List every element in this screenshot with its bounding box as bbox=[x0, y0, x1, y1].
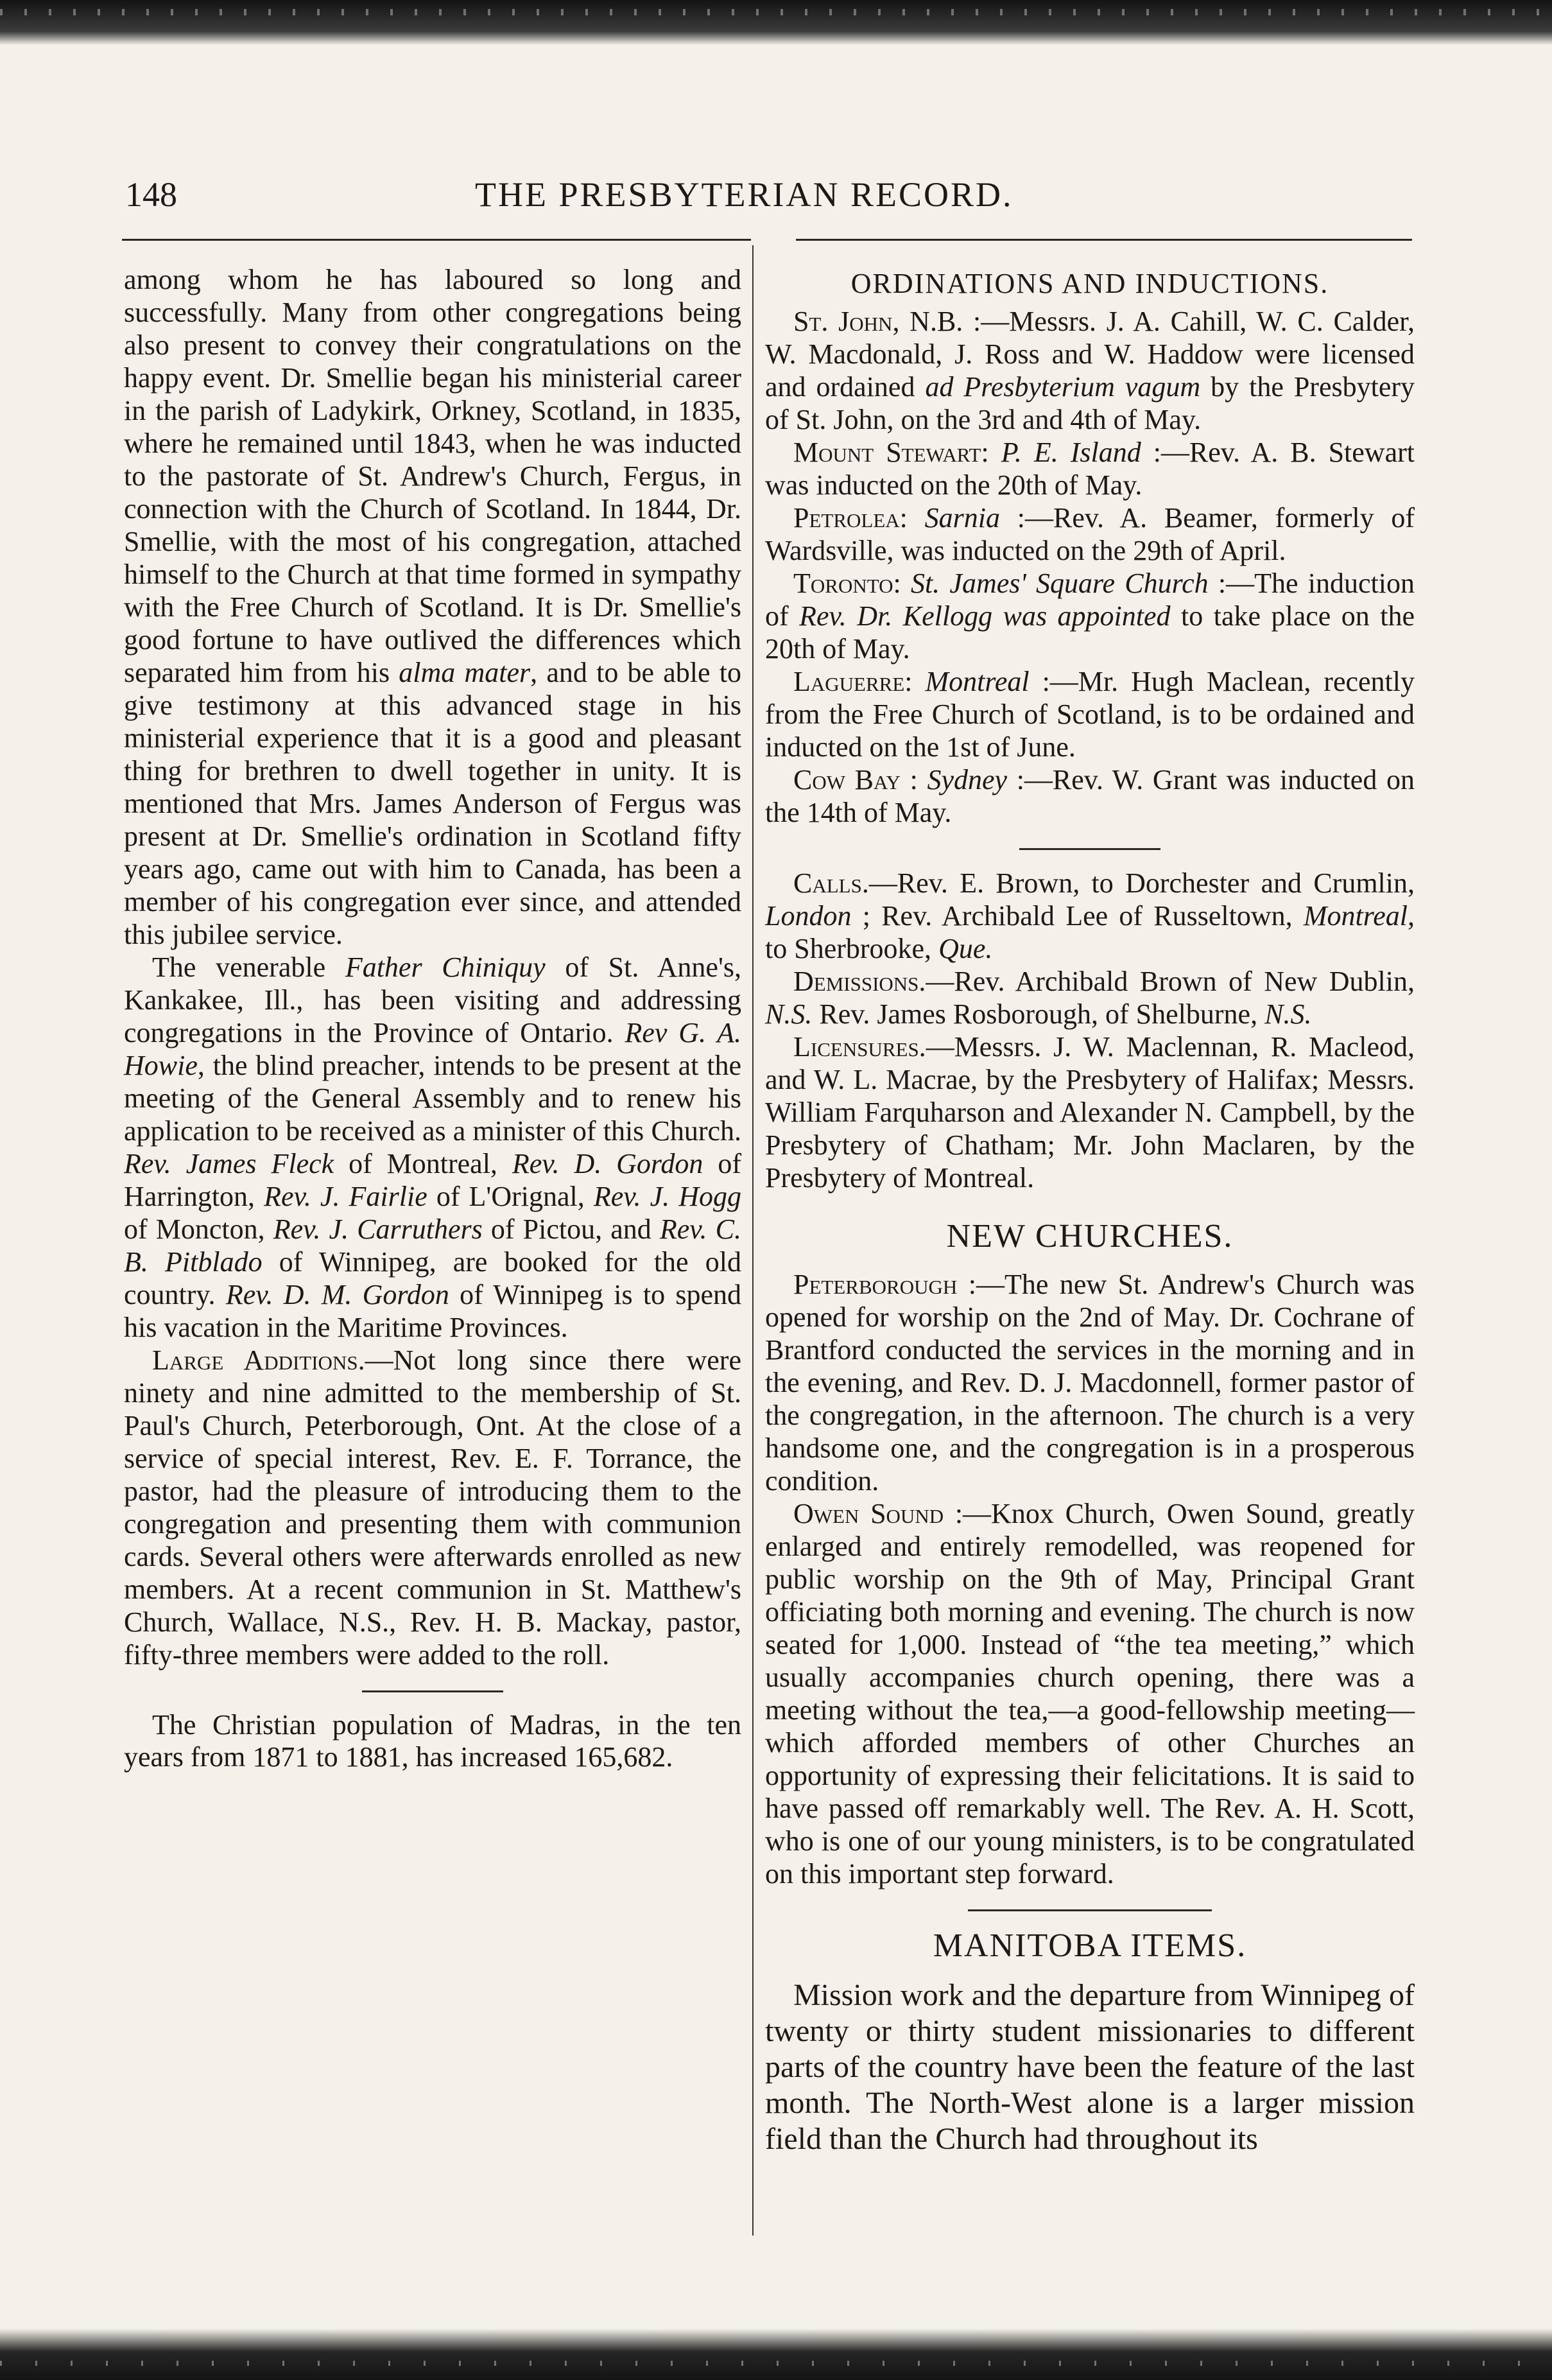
manitoba-heading: MANITOBA ITEMS. bbox=[933, 1927, 1247, 1964]
calls-paragraph: Calls.—Rev. E. Brown, to Dorchester and Crumlin, London ; Rev. Archibald Lee of Russeltown, Montreal, to Sherbrooke, Que. bbox=[765, 867, 1415, 964]
new-church-peterborough: Peterborough :—The new St. Andrew's Church was opened for worship on the 2nd of May. Dr. Cochrane of Brantford conducted the services in the morning and in the evening, and Rev. D. J. Macdonnell, former pastor of the congregation, in the afternoon. The church is a very handsome one, and the congregation is in a prosperous condition. bbox=[765, 1269, 1415, 1497]
scan-bottom-border bbox=[0, 2329, 1552, 2380]
ordination-st-john: St. John, N.B. :—Messrs. J. A. Cahill, W. C. Calder, W. Macdonald, J. Ross and W. Haddow were licensed and ordained ad Presbyterium vagum by the Presbytery of St. John, on the 3rd and 4th of May. bbox=[765, 306, 1415, 435]
ordination-toronto: Toronto: St. James' Square Church :—The induction of Rev. Dr. Kellogg was appointed to take place on the 20th of May. bbox=[765, 568, 1415, 664]
personal-notes-paragraph: The venerable Father Chiniquy of St. Anne's, Kankakee, Ill., has been visiting and addressing congregations in the Province of Ontario. Rev G. A. Howie, the blind preacher, intends to be present at the meeting of the General Assembly and to renew his application to be received as a minister of this Church. Rev. James Fleck of Montreal, Rev. D. Gordon of Harrington, Rev. J. Fairlie of L'Orignal, Rev. J. Hogg of Moncton, Rev. J. Carruthers of Pictou, and Rev. C. B. Pitblado of Winnipeg, are booked for the old country. Rev. D. M. Gordon of Winnipeg is to spend his vacation in the Maritime Provinces. bbox=[124, 951, 742, 1343]
ordination-petrolea: Petrolea: Sarnia :—Rev. A. Beamer, formerly of Wardsville, was inducted on the 29th of April. bbox=[765, 502, 1415, 566]
new-church-owen-sound: Owen Sound :—Knox Church, Owen Sound, greatly enlarged and entirely remodelled, was reopened for public worship on the 9th of May, Principal Grant officiating both morning and evening. The church is now seated for 1,000. Instead of “the tea meeting,” which usually accompanies church opening, there was a meeting without the tea,—a good-fellowship meeting—which afforded members of other Churches an opportunity of expressing their felicitations. It is said to have passed off remarkably well. The Rev. A. H. Scott, who is one of our young ministers, is to be congratulated on this important step forward. bbox=[765, 1498, 1415, 1889]
ordinations-heading: ORDINATIONS AND INDUCTIONS. bbox=[850, 268, 1329, 299]
header-rule-right bbox=[796, 239, 1412, 241]
header-rule-left bbox=[122, 239, 751, 241]
ordination-mount-stewart: Mount Stewart: P. E. Island :—Rev. A. B. Stewart was inducted on the 20th of May. bbox=[765, 437, 1415, 501]
madras-paragraph: The Christian population of Madras, in the ten years from 1871 to 1881, has increased 165,682. bbox=[124, 1709, 741, 1773]
ordination-cow-bay: Cow Bay : Sydney :—Rev. W. Grant was inducted on the 14th of May. bbox=[765, 764, 1415, 828]
column-divider bbox=[752, 245, 754, 2236]
ordination-laguerre: Laguerre: Montreal :—Mr. Hugh Maclean, recently from the Free Church of Scotland, is to be ordained and inducted on the 1st of June. bbox=[765, 666, 1415, 763]
scan-top-border bbox=[0, 0, 1552, 45]
running-title: THE PRESBYTERIAN RECORD. bbox=[475, 175, 1013, 214]
smellie-jubilee-paragraph: among whom he has laboured so long and successfully. Many from other congregations being also present to convey their congratulations on the happy event. Dr. Smellie began his ministerial career in the parish of Ladykirk, Orkney, Scotland, in 1835, where he remained until 1843, when he was inducted to the pastorate of St. Andrew's Church, Fergus, in connection with the Church of Scotland. In 1844, Dr. Smellie, with the most of his congregation, attached himself to the Church at that time formed in sympathy with the Free Church of Scotland. It is Dr. Smellie's good fortune to have outlived the differences which separated him from his alma mater, and to be able to give testimony at this advanced stage in his ministerial experience that it is a good and pleasant thing for brethren to dwell together in unity. It is mentioned that Mrs. James Anderson of Fergus was present at Dr. Smellie's ordination in Scotland fifty years ago, came out with him to Canada, has been a member of his congregation ever since, and attended this jubilee service. bbox=[124, 264, 741, 950]
licensures-paragraph: Licensures.—Messrs. J. W. Maclennan, R. Macleod, and W. L. Macrae, by the Presbytery of Halifax; Messrs. William Farquharson and Alexander N. Campbell, by the Presbytery of Chatham; Mr. John Maclaren, by the Presbytery of Montreal. bbox=[765, 1031, 1415, 1194]
right-column bbox=[765, 263, 1415, 2157]
demissions-paragraph: Demissions.—Rev. Archibald Brown of New Dublin, N.S. Rev. James Rosborough, of Shelburne, N.S. bbox=[765, 966, 1415, 1030]
left-column bbox=[124, 263, 741, 1773]
new-churches-heading: NEW CHURCHES. bbox=[946, 1218, 1234, 1255]
separator-rule bbox=[1019, 848, 1160, 850]
page-number: 148 bbox=[125, 175, 177, 214]
separator-rule bbox=[362, 1690, 503, 1692]
manitoba-paragraph: Mission work and the departure from Winnipeg of twenty or thirty student missionaries to different parts of the country have been the feature of the last month. The North-West alone is a larger mission field than the Church had throughout its bbox=[765, 1978, 1415, 2156]
separator-rule bbox=[968, 1909, 1212, 1911]
large-additions-paragraph: Large Additions.—Not long since there were ninety and nine admitted to the membership of St. Paul's Church, Peterborough, Ont. At the close of a service of special interest, Rev. E. F. Torrance, the pastor, had the pleasure of introducing them to the congregation and presenting them with communion cards. Several others were afterwards enrolled as new members. At a recent communion in St. Matthew's Church, Wallace, N.S., Rev. H. B. Mackay, pastor, fifty-three members were added to the roll. bbox=[124, 1344, 741, 1671]
